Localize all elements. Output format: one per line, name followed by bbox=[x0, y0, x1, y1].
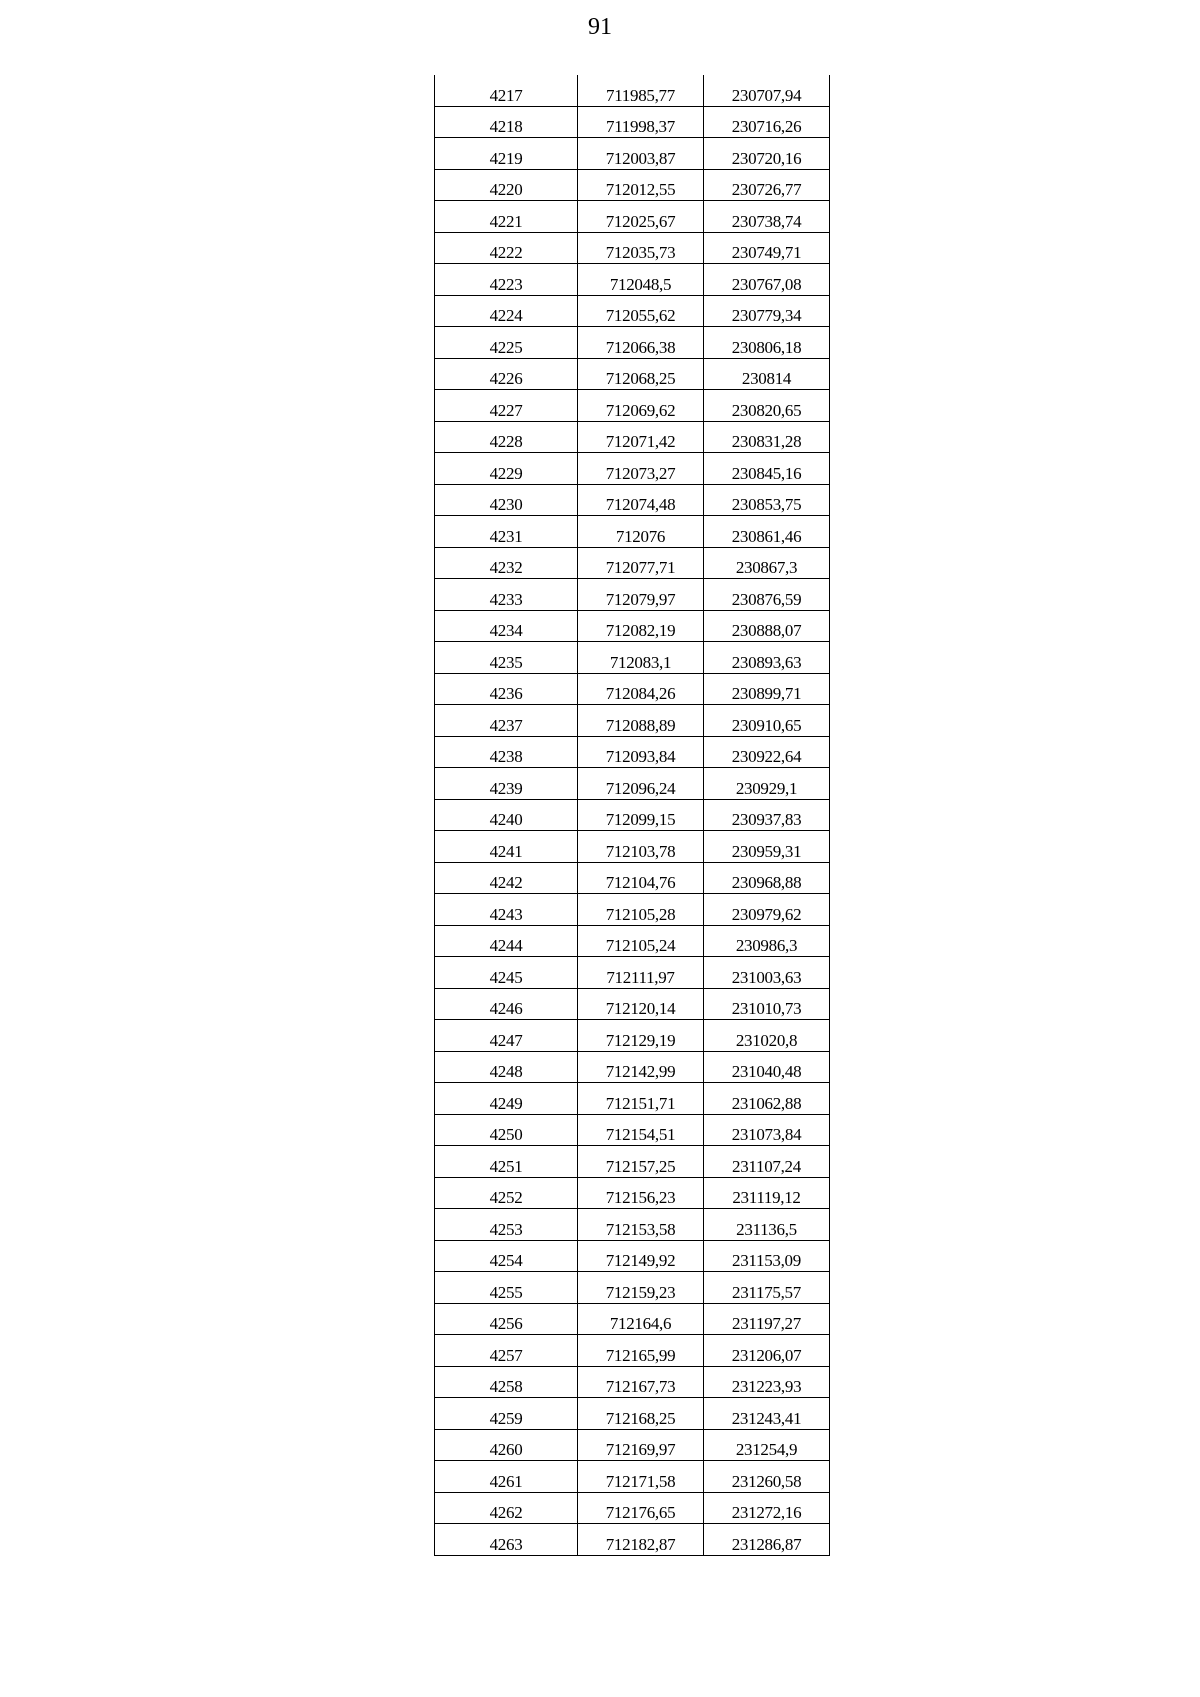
x-coordinate-cell: 712105,24 bbox=[578, 925, 704, 957]
point-number-cell: 4235 bbox=[435, 642, 578, 674]
y-coordinate-cell: 230929,1 bbox=[704, 768, 830, 800]
y-coordinate-cell: 230937,83 bbox=[704, 799, 830, 831]
x-coordinate-cell: 712142,99 bbox=[578, 1051, 704, 1083]
y-coordinate-cell: 230893,63 bbox=[704, 642, 830, 674]
y-coordinate-cell: 231286,87 bbox=[704, 1524, 830, 1556]
table-row bbox=[435, 516, 830, 548]
table-row bbox=[435, 1524, 830, 1556]
y-coordinate-cell: 231260,58 bbox=[704, 1461, 830, 1493]
table-row bbox=[435, 1177, 830, 1209]
x-coordinate-cell: 712088,89 bbox=[578, 705, 704, 737]
point-number-cell: 4251 bbox=[435, 1146, 578, 1178]
y-coordinate-cell: 230738,74 bbox=[704, 201, 830, 233]
point-number-cell: 4227 bbox=[435, 390, 578, 422]
table-row bbox=[435, 579, 830, 611]
x-coordinate-cell: 712096,24 bbox=[578, 768, 704, 800]
y-coordinate-cell: 230899,71 bbox=[704, 673, 830, 705]
x-coordinate-cell: 712082,19 bbox=[578, 610, 704, 642]
table-row bbox=[435, 484, 830, 516]
x-coordinate-cell: 712074,48 bbox=[578, 484, 704, 516]
y-coordinate-cell: 230968,88 bbox=[704, 862, 830, 894]
y-coordinate-cell: 230720,16 bbox=[704, 138, 830, 170]
table-row bbox=[435, 453, 830, 485]
x-coordinate-cell: 712073,27 bbox=[578, 453, 704, 485]
x-coordinate-cell: 712168,25 bbox=[578, 1398, 704, 1430]
table-row bbox=[435, 925, 830, 957]
x-coordinate-cell: 712129,19 bbox=[578, 1020, 704, 1052]
y-coordinate-cell: 231020,8 bbox=[704, 1020, 830, 1052]
point-number-cell: 4254 bbox=[435, 1240, 578, 1272]
table-row bbox=[435, 169, 830, 201]
x-coordinate-cell: 712084,26 bbox=[578, 673, 704, 705]
x-coordinate-cell: 712012,55 bbox=[578, 169, 704, 201]
point-number-cell: 4240 bbox=[435, 799, 578, 831]
y-coordinate-cell: 230779,34 bbox=[704, 295, 830, 327]
y-coordinate-cell: 230707,94 bbox=[704, 75, 830, 106]
point-number-cell: 4242 bbox=[435, 862, 578, 894]
point-number-cell: 4230 bbox=[435, 484, 578, 516]
x-coordinate-cell: 712069,62 bbox=[578, 390, 704, 422]
table-row bbox=[435, 673, 830, 705]
point-number-cell: 4220 bbox=[435, 169, 578, 201]
x-coordinate-cell: 712035,73 bbox=[578, 232, 704, 264]
table-row bbox=[435, 358, 830, 390]
table-row bbox=[435, 705, 830, 737]
y-coordinate-cell: 230910,65 bbox=[704, 705, 830, 737]
point-number-cell: 4222 bbox=[435, 232, 578, 264]
point-number-cell: 4244 bbox=[435, 925, 578, 957]
point-number-cell: 4257 bbox=[435, 1335, 578, 1367]
table-row bbox=[435, 232, 830, 264]
point-number-cell: 4253 bbox=[435, 1209, 578, 1241]
x-coordinate-cell: 712171,58 bbox=[578, 1461, 704, 1493]
point-number-cell: 4262 bbox=[435, 1492, 578, 1524]
y-coordinate-cell: 230831,28 bbox=[704, 421, 830, 453]
y-coordinate-cell: 231206,07 bbox=[704, 1335, 830, 1367]
table-row bbox=[435, 1146, 830, 1178]
table-row bbox=[435, 1083, 830, 1115]
x-coordinate-cell: 712151,71 bbox=[578, 1083, 704, 1115]
y-coordinate-cell: 230959,31 bbox=[704, 831, 830, 863]
y-coordinate-cell: 231197,27 bbox=[704, 1303, 830, 1335]
point-number-cell: 4226 bbox=[435, 358, 578, 390]
x-coordinate-cell: 712093,84 bbox=[578, 736, 704, 768]
point-number-cell: 4239 bbox=[435, 768, 578, 800]
point-number-cell: 4252 bbox=[435, 1177, 578, 1209]
x-coordinate-cell: 712076 bbox=[578, 516, 704, 548]
y-coordinate-cell: 231272,16 bbox=[704, 1492, 830, 1524]
table-row bbox=[435, 1461, 830, 1493]
x-coordinate-cell: 712153,58 bbox=[578, 1209, 704, 1241]
table-row bbox=[435, 1051, 830, 1083]
y-coordinate-cell: 231175,57 bbox=[704, 1272, 830, 1304]
point-number-cell: 4221 bbox=[435, 201, 578, 233]
point-number-cell: 4247 bbox=[435, 1020, 578, 1052]
y-coordinate-cell: 230853,75 bbox=[704, 484, 830, 516]
point-number-cell: 4245 bbox=[435, 957, 578, 989]
x-coordinate-cell: 712157,25 bbox=[578, 1146, 704, 1178]
table-row bbox=[435, 106, 830, 138]
table-row bbox=[435, 421, 830, 453]
point-number-cell: 4218 bbox=[435, 106, 578, 138]
table-row bbox=[435, 1492, 830, 1524]
table-row bbox=[435, 957, 830, 989]
y-coordinate-cell: 230986,3 bbox=[704, 925, 830, 957]
point-number-cell: 4233 bbox=[435, 579, 578, 611]
x-coordinate-cell: 712079,97 bbox=[578, 579, 704, 611]
y-coordinate-cell: 230820,65 bbox=[704, 390, 830, 422]
point-number-cell: 4238 bbox=[435, 736, 578, 768]
y-coordinate-cell: 231254,9 bbox=[704, 1429, 830, 1461]
y-coordinate-cell: 231073,84 bbox=[704, 1114, 830, 1146]
y-coordinate-cell: 230716,26 bbox=[704, 106, 830, 138]
y-coordinate-cell: 231243,41 bbox=[704, 1398, 830, 1430]
point-number-cell: 4228 bbox=[435, 421, 578, 453]
table-row bbox=[435, 1303, 830, 1335]
y-coordinate-cell: 230888,07 bbox=[704, 610, 830, 642]
x-coordinate-cell: 712164,6 bbox=[578, 1303, 704, 1335]
point-number-cell: 4241 bbox=[435, 831, 578, 863]
point-number-cell: 4236 bbox=[435, 673, 578, 705]
point-number-cell: 4237 bbox=[435, 705, 578, 737]
y-coordinate-cell: 231153,09 bbox=[704, 1240, 830, 1272]
x-coordinate-cell: 712111,97 bbox=[578, 957, 704, 989]
point-number-cell: 4225 bbox=[435, 327, 578, 359]
y-coordinate-cell: 230814 bbox=[704, 358, 830, 390]
y-coordinate-cell: 230806,18 bbox=[704, 327, 830, 359]
table-row bbox=[435, 1209, 830, 1241]
point-number-cell: 4224 bbox=[435, 295, 578, 327]
point-number-cell: 4246 bbox=[435, 988, 578, 1020]
table-row bbox=[435, 610, 830, 642]
y-coordinate-cell: 230922,64 bbox=[704, 736, 830, 768]
table-row bbox=[435, 862, 830, 894]
x-coordinate-cell: 712105,28 bbox=[578, 894, 704, 926]
x-coordinate-cell: 712083,1 bbox=[578, 642, 704, 674]
table-row bbox=[435, 201, 830, 233]
y-coordinate-cell: 230726,77 bbox=[704, 169, 830, 201]
x-coordinate-cell: 712156,23 bbox=[578, 1177, 704, 1209]
point-number-cell: 4223 bbox=[435, 264, 578, 296]
table-row bbox=[435, 75, 830, 106]
x-coordinate-cell: 712149,92 bbox=[578, 1240, 704, 1272]
y-coordinate-cell: 230845,16 bbox=[704, 453, 830, 485]
x-coordinate-cell: 712077,71 bbox=[578, 547, 704, 579]
x-coordinate-cell: 712120,14 bbox=[578, 988, 704, 1020]
x-coordinate-cell: 712167,73 bbox=[578, 1366, 704, 1398]
table-row bbox=[435, 1272, 830, 1304]
y-coordinate-cell: 230861,46 bbox=[704, 516, 830, 548]
x-coordinate-cell: 712182,87 bbox=[578, 1524, 704, 1556]
y-coordinate-cell: 230767,08 bbox=[704, 264, 830, 296]
table-row bbox=[435, 1114, 830, 1146]
table-row bbox=[435, 138, 830, 170]
point-number-cell: 4260 bbox=[435, 1429, 578, 1461]
y-coordinate-cell: 230876,59 bbox=[704, 579, 830, 611]
y-coordinate-cell: 230749,71 bbox=[704, 232, 830, 264]
table-row bbox=[435, 894, 830, 926]
point-number-cell: 4219 bbox=[435, 138, 578, 170]
table-row bbox=[435, 1240, 830, 1272]
x-coordinate-cell: 712066,38 bbox=[578, 327, 704, 359]
table-row bbox=[435, 390, 830, 422]
table-row bbox=[435, 327, 830, 359]
table-row bbox=[435, 736, 830, 768]
table-row bbox=[435, 642, 830, 674]
point-number-cell: 4243 bbox=[435, 894, 578, 926]
y-coordinate-cell: 231010,73 bbox=[704, 988, 830, 1020]
table-row bbox=[435, 1335, 830, 1367]
table-row bbox=[435, 1398, 830, 1430]
point-number-cell: 4234 bbox=[435, 610, 578, 642]
coordinates-table-body bbox=[435, 75, 830, 1555]
point-number-cell: 4249 bbox=[435, 1083, 578, 1115]
y-coordinate-cell: 231119,12 bbox=[704, 1177, 830, 1209]
point-number-cell: 4232 bbox=[435, 547, 578, 579]
table-row bbox=[435, 1366, 830, 1398]
table-row bbox=[435, 1020, 830, 1052]
table-row bbox=[435, 295, 830, 327]
point-number-cell: 4231 bbox=[435, 516, 578, 548]
page-number: 91 bbox=[588, 14, 612, 40]
table-row bbox=[435, 547, 830, 579]
x-coordinate-cell: 712169,97 bbox=[578, 1429, 704, 1461]
point-number-cell: 4248 bbox=[435, 1051, 578, 1083]
y-coordinate-cell: 231223,93 bbox=[704, 1366, 830, 1398]
x-coordinate-cell: 712068,25 bbox=[578, 358, 704, 390]
y-coordinate-cell: 231107,24 bbox=[704, 1146, 830, 1178]
x-coordinate-cell: 711985,77 bbox=[578, 75, 704, 106]
x-coordinate-cell: 712025,67 bbox=[578, 201, 704, 233]
x-coordinate-cell: 712154,51 bbox=[578, 1114, 704, 1146]
x-coordinate-cell: 712176,65 bbox=[578, 1492, 704, 1524]
y-coordinate-cell: 230979,62 bbox=[704, 894, 830, 926]
y-coordinate-cell: 231136,5 bbox=[704, 1209, 830, 1241]
point-number-cell: 4263 bbox=[435, 1524, 578, 1556]
point-number-cell: 4261 bbox=[435, 1461, 578, 1493]
point-number-cell: 4255 bbox=[435, 1272, 578, 1304]
x-coordinate-cell: 712048,5 bbox=[578, 264, 704, 296]
point-number-cell: 4217 bbox=[435, 75, 578, 106]
table-row bbox=[435, 1429, 830, 1461]
x-coordinate-cell: 712003,87 bbox=[578, 138, 704, 170]
x-coordinate-cell: 712103,78 bbox=[578, 831, 704, 863]
y-coordinate-cell: 231003,63 bbox=[704, 957, 830, 989]
point-number-cell: 4256 bbox=[435, 1303, 578, 1335]
x-coordinate-cell: 712159,23 bbox=[578, 1272, 704, 1304]
point-number-cell: 4259 bbox=[435, 1398, 578, 1430]
y-coordinate-cell: 230867,3 bbox=[704, 547, 830, 579]
table-row bbox=[435, 768, 830, 800]
y-coordinate-cell: 231062,88 bbox=[704, 1083, 830, 1115]
x-coordinate-cell: 712165,99 bbox=[578, 1335, 704, 1367]
x-coordinate-cell: 712099,15 bbox=[578, 799, 704, 831]
x-coordinate-cell: 711998,37 bbox=[578, 106, 704, 138]
x-coordinate-cell: 712104,76 bbox=[578, 862, 704, 894]
point-number-cell: 4258 bbox=[435, 1366, 578, 1398]
x-coordinate-cell: 712055,62 bbox=[578, 295, 704, 327]
table-row bbox=[435, 264, 830, 296]
table-row bbox=[435, 831, 830, 863]
table-row bbox=[435, 988, 830, 1020]
x-coordinate-cell: 712071,42 bbox=[578, 421, 704, 453]
table-row bbox=[435, 799, 830, 831]
coordinates-table bbox=[434, 75, 830, 1556]
y-coordinate-cell: 231040,48 bbox=[704, 1051, 830, 1083]
point-number-cell: 4250 bbox=[435, 1114, 578, 1146]
point-number-cell: 4229 bbox=[435, 453, 578, 485]
